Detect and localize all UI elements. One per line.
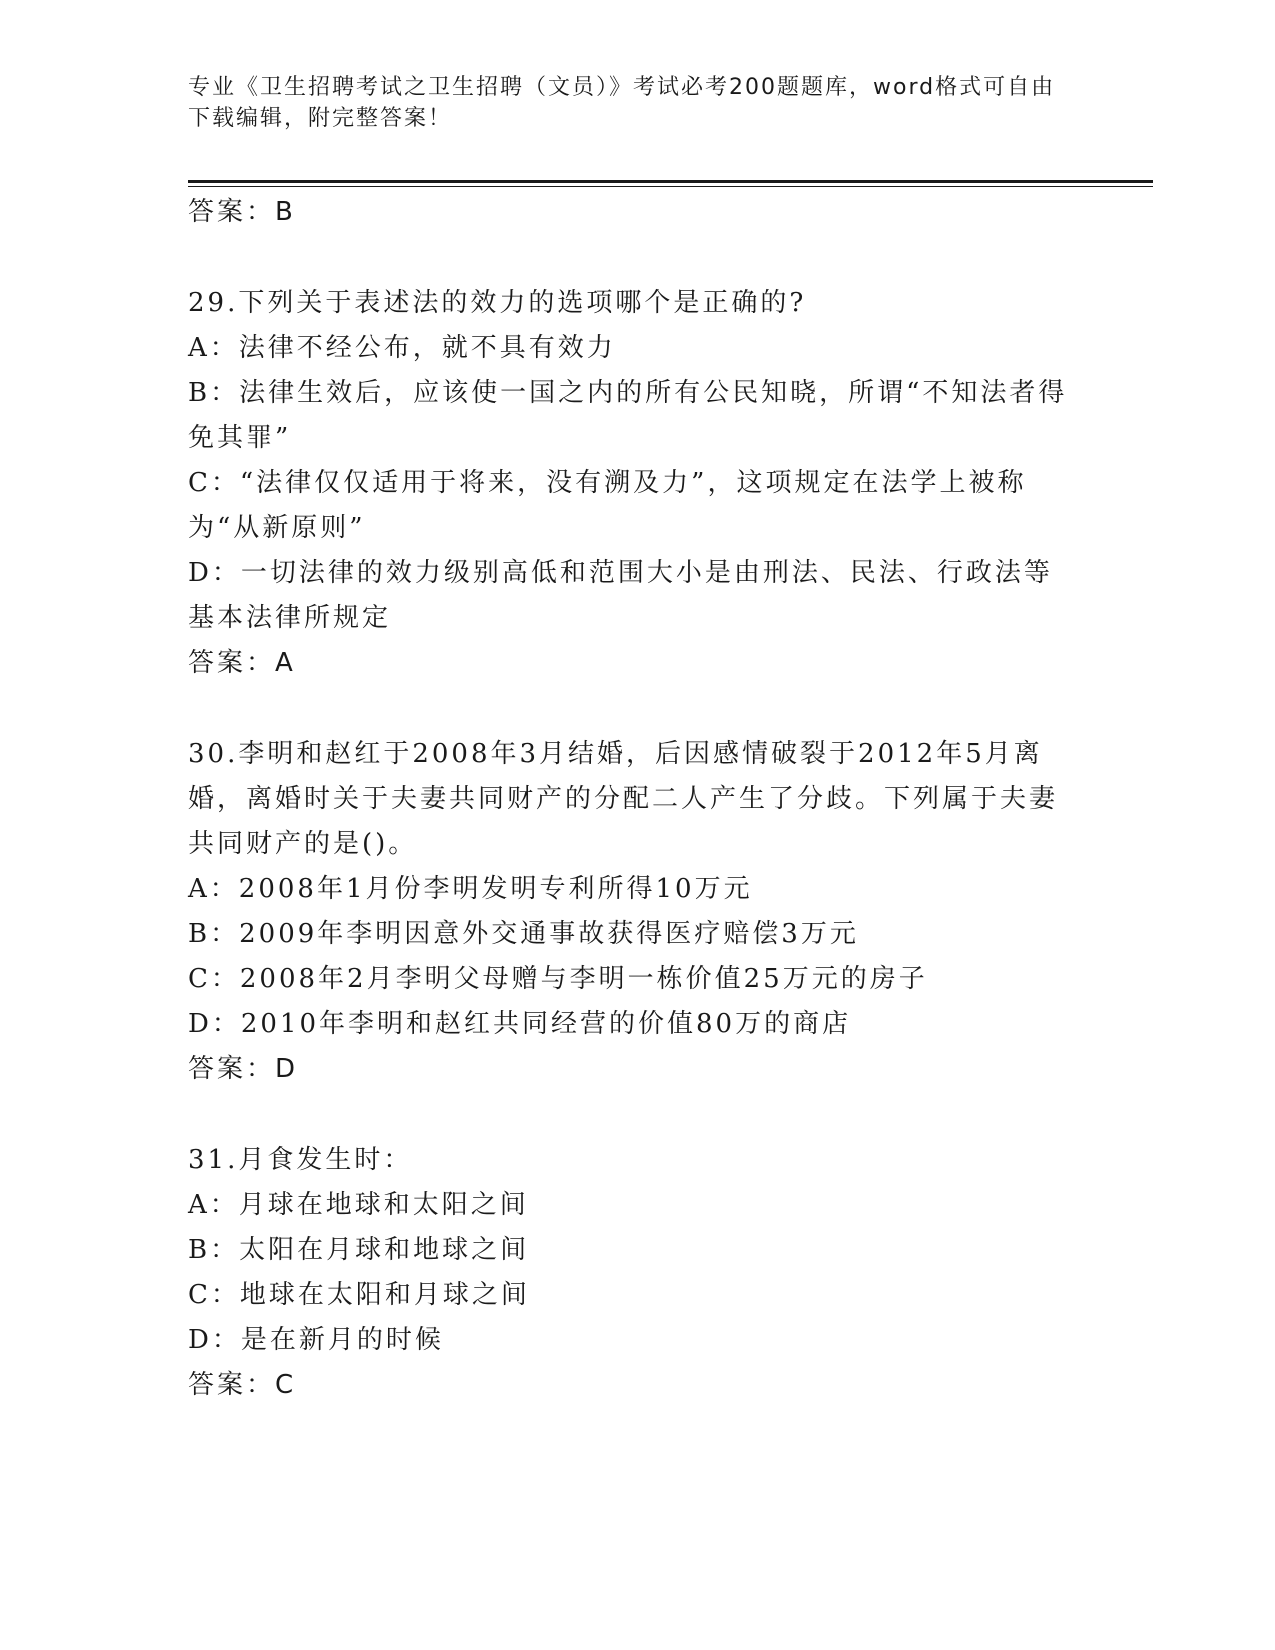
option-a: A：2008年1月份李明发明专利所得10万元 (188, 874, 753, 904)
question-list (188, 190, 1078, 1408)
header-divider-thin (188, 186, 1153, 187)
answer-label: 答案：D (188, 1054, 299, 1084)
spacer (188, 1092, 1078, 1138)
option-d: D：一切法律的效力级别高低和范围大小是由刑法、民法、行政法等基本法律所规定 (188, 558, 1053, 633)
question-text: 30.李明和赵红于2008年3月结婚，后因感情破裂于2012年5月离婚，离婚时关于夫妻共同财产的分配二人产生了分歧。下列属于夫妻共同财产的是()。 (188, 739, 1059, 859)
answer-label: 答案：C (188, 1370, 297, 1400)
question-block (188, 1138, 1078, 1408)
option-c: C：地球在太阳和月球之间 (188, 1280, 530, 1310)
option-c: C：“法律仅仅适用于将来，没有溯及力”，这项规定在法学上被称为“从新原则” (188, 468, 1027, 543)
option-a: A：法律不经公布，就不具有效力 (188, 333, 616, 363)
option-b: B：2009年李明因意外交通事故获得医疗赔偿3万元 (188, 919, 859, 949)
question-text: 29.下列关于表述法的效力的选项哪个是正确的? (188, 288, 807, 318)
option-d: D：2010年李明和赵红共同经营的价值80万的商店 (188, 1009, 852, 1039)
answer-label: 答案：B (188, 197, 296, 227)
answer-label: 答案：A (188, 648, 296, 678)
option-b: B：法律生效后，应该使一国之内的所有公民知晓，所谓“不知法者得免其罪” (188, 378, 1068, 453)
option-b: B：太阳在月球和地球之间 (188, 1235, 530, 1265)
question-block (188, 732, 1078, 1092)
question-text: 31.月食发生时： (188, 1145, 413, 1175)
option-d: D：是在新月的时候 (188, 1325, 444, 1355)
header-divider-thick (188, 180, 1153, 183)
option-c: C：2008年2月李明父母赠与李明一栋价值25万元的房子 (188, 964, 928, 994)
document-header: 专业《卫生招聘考试之卫生招聘（文员）》考试必考200题题库，word格式可自由下载编辑，附完整答案！ (188, 75, 1056, 131)
option-a: A：月球在地球和太阳之间 (188, 1190, 529, 1220)
spacer (188, 686, 1078, 732)
spacer (188, 235, 1078, 281)
question-block (188, 281, 1078, 686)
